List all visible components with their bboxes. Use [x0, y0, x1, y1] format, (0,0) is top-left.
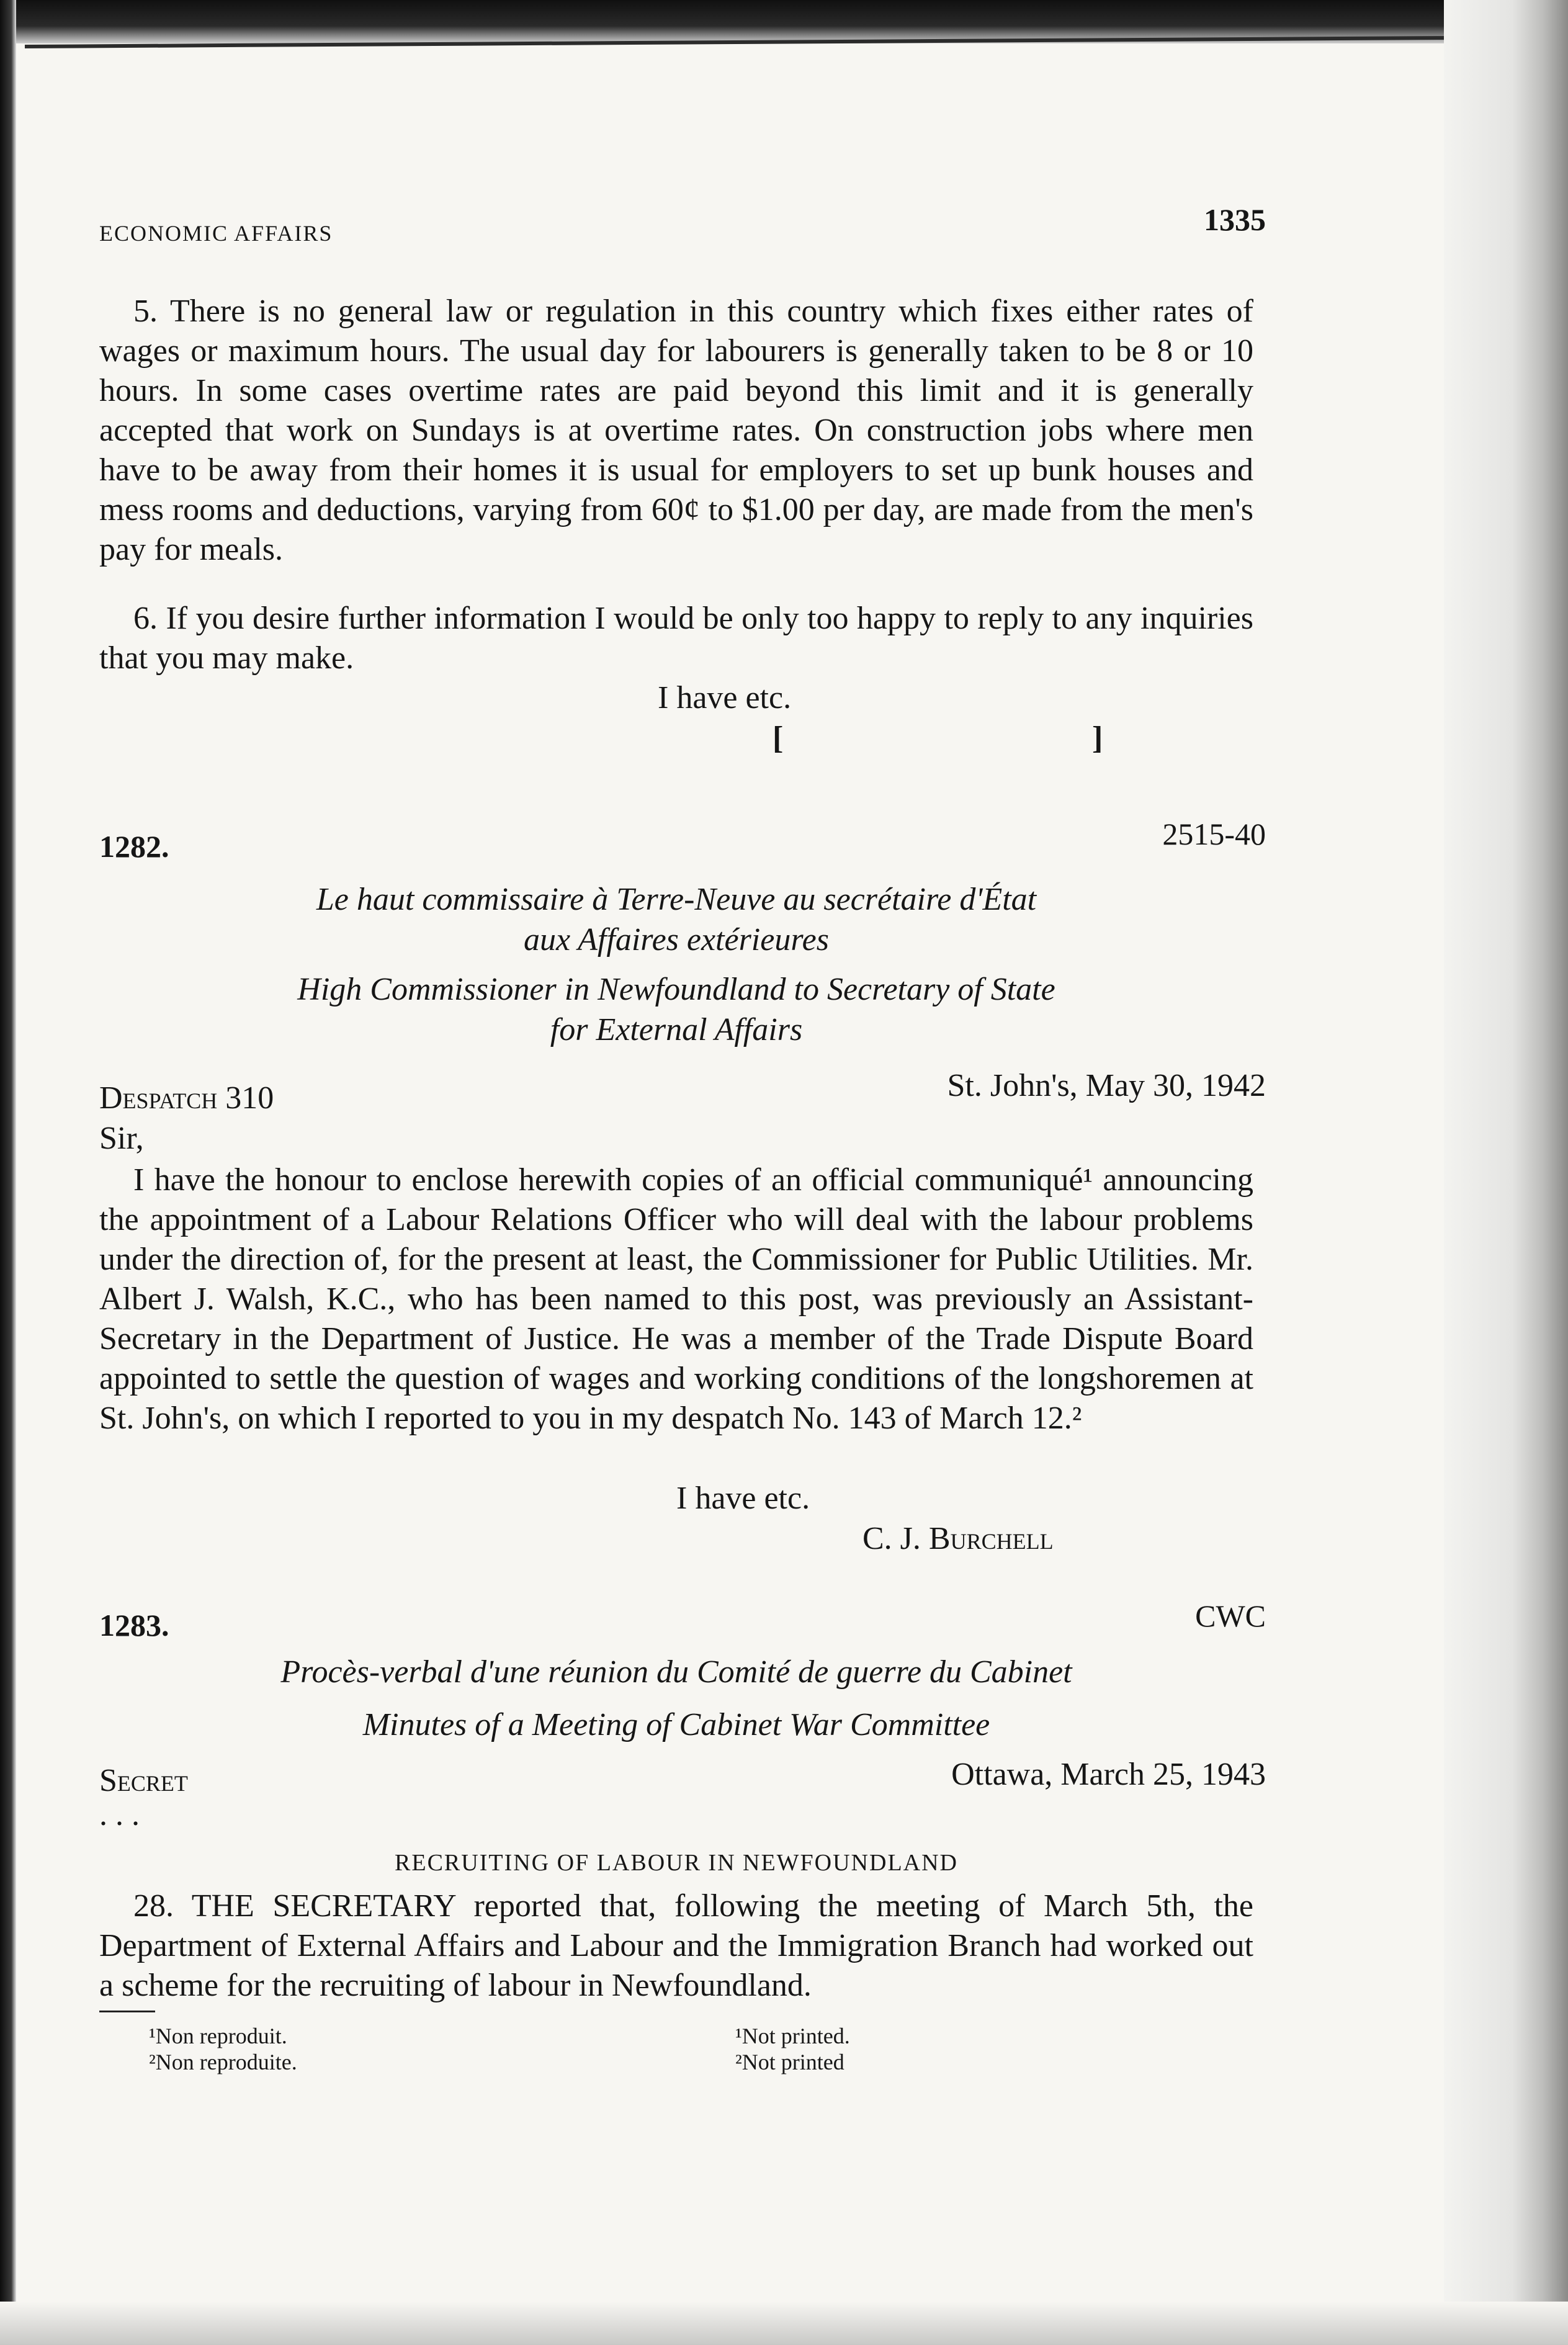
- title-english-1283: Minutes of a Meeting of Cabinet War Committee: [362, 1707, 990, 1742]
- paragraph-6: 6. If you desire further information I would be only too happy to reply to any inquiries that you may make.: [99, 601, 1253, 676]
- title-english-line-1: High Commissioner in Newfoundland to Secretary of State: [297, 972, 1055, 1007]
- paragraph-28: 28. THE SECRETARY reported that, following the meeting of March 5th, the Department of External Affairs and Labour and the Immigration Branch had worked out a scheme for the recruiting of labour in Newfoundland.: [99, 1888, 1253, 2003]
- footnote-fr-2: ²Non reproduite.: [149, 2050, 297, 2074]
- page-number: 1335: [1204, 202, 1266, 237]
- title-french-line-1: Le haut commissaire à Terre-Neuve au secrétaire d'État: [316, 882, 1037, 917]
- file-reference-1283: CWC: [1195, 1598, 1266, 1633]
- classification-secret: Secret: [99, 1763, 188, 1798]
- paragraph-5: 5. There is no general law or regulation in this country which fixes either rates of wages or maximum hours. The usual day for labourers is generally taken to be 8 or 10 hours. In some cases overtime rates are paid beyond this limit and it is generally accepted that work on Sundays is at overtime rates. On construction jobs where men have to be away from their homes it is usual for employers to set up bunk houses and mess rooms and deductions, varying from 60¢ to $1.00 per day, are made from the men's pay for meals.: [99, 294, 1253, 567]
- scan-left-edge: [0, 0, 16, 2345]
- place-date-1283: Ottawa, March 25, 1943: [951, 1757, 1266, 1792]
- footnote-en-1: ¹Not printed.: [735, 2024, 850, 2048]
- salutation: Sir,: [99, 1121, 144, 1156]
- title-english-line-2: for External Affairs: [550, 1012, 803, 1047]
- file-reference-1282: 2515-40: [1162, 817, 1266, 851]
- running-header: ECONOMIC AFFAIRS: [99, 221, 333, 246]
- scan-right-edge: [1444, 0, 1568, 2345]
- signature: C. J. Burchell: [862, 1521, 1054, 1556]
- title-french-1283: Procès-verbal d'une réunion du Comité de guerre du Cabinet: [280, 1654, 1072, 1690]
- ellipsis: . . .: [99, 1797, 140, 1832]
- document-number-1283: 1283.: [99, 1608, 169, 1643]
- scan-bottom-edge: [0, 2302, 1568, 2345]
- despatch-number: Despatch 310: [99, 1080, 274, 1116]
- footnote-en-2: ²Not printed: [735, 2050, 844, 2074]
- place-date-1282: St. John's, May 30, 1942: [947, 1068, 1266, 1103]
- title-french-line-2: aux Affaires extérieures: [524, 922, 829, 957]
- section-heading: RECRUITING OF LABOUR IN NEWFOUNDLAND: [395, 1850, 958, 1876]
- document-number-1282: 1282.: [99, 829, 169, 864]
- footnote-rule: [99, 2011, 155, 2012]
- bracket-left: [: [773, 720, 784, 756]
- footnote-fr-1: ¹Non reproduit.: [149, 2024, 287, 2048]
- bracket-right: ]: [1092, 720, 1103, 756]
- despatch-body: I have the honour to enclose herewith copies of an official communiqué¹ announcing the appointment of a Labour Relations Officer who will deal with the labour problems under the direction of, for the present at least, the Commissioner for Public Utilities. Mr. Albert J. Walsh, K.C., who has been named to this post, was previously an Assistant-Secretary in the Department of Justice. He was a member of the Trade Dispute Board appointed to settle the question of wages and working conditions of the longshoremen at St. John's, on which I reported to you in my despatch No. 143 of March 12.²: [99, 1162, 1253, 1436]
- closing-i-have-etc: I have etc.: [658, 680, 792, 715]
- closing-1282: I have etc.: [676, 1481, 810, 1516]
